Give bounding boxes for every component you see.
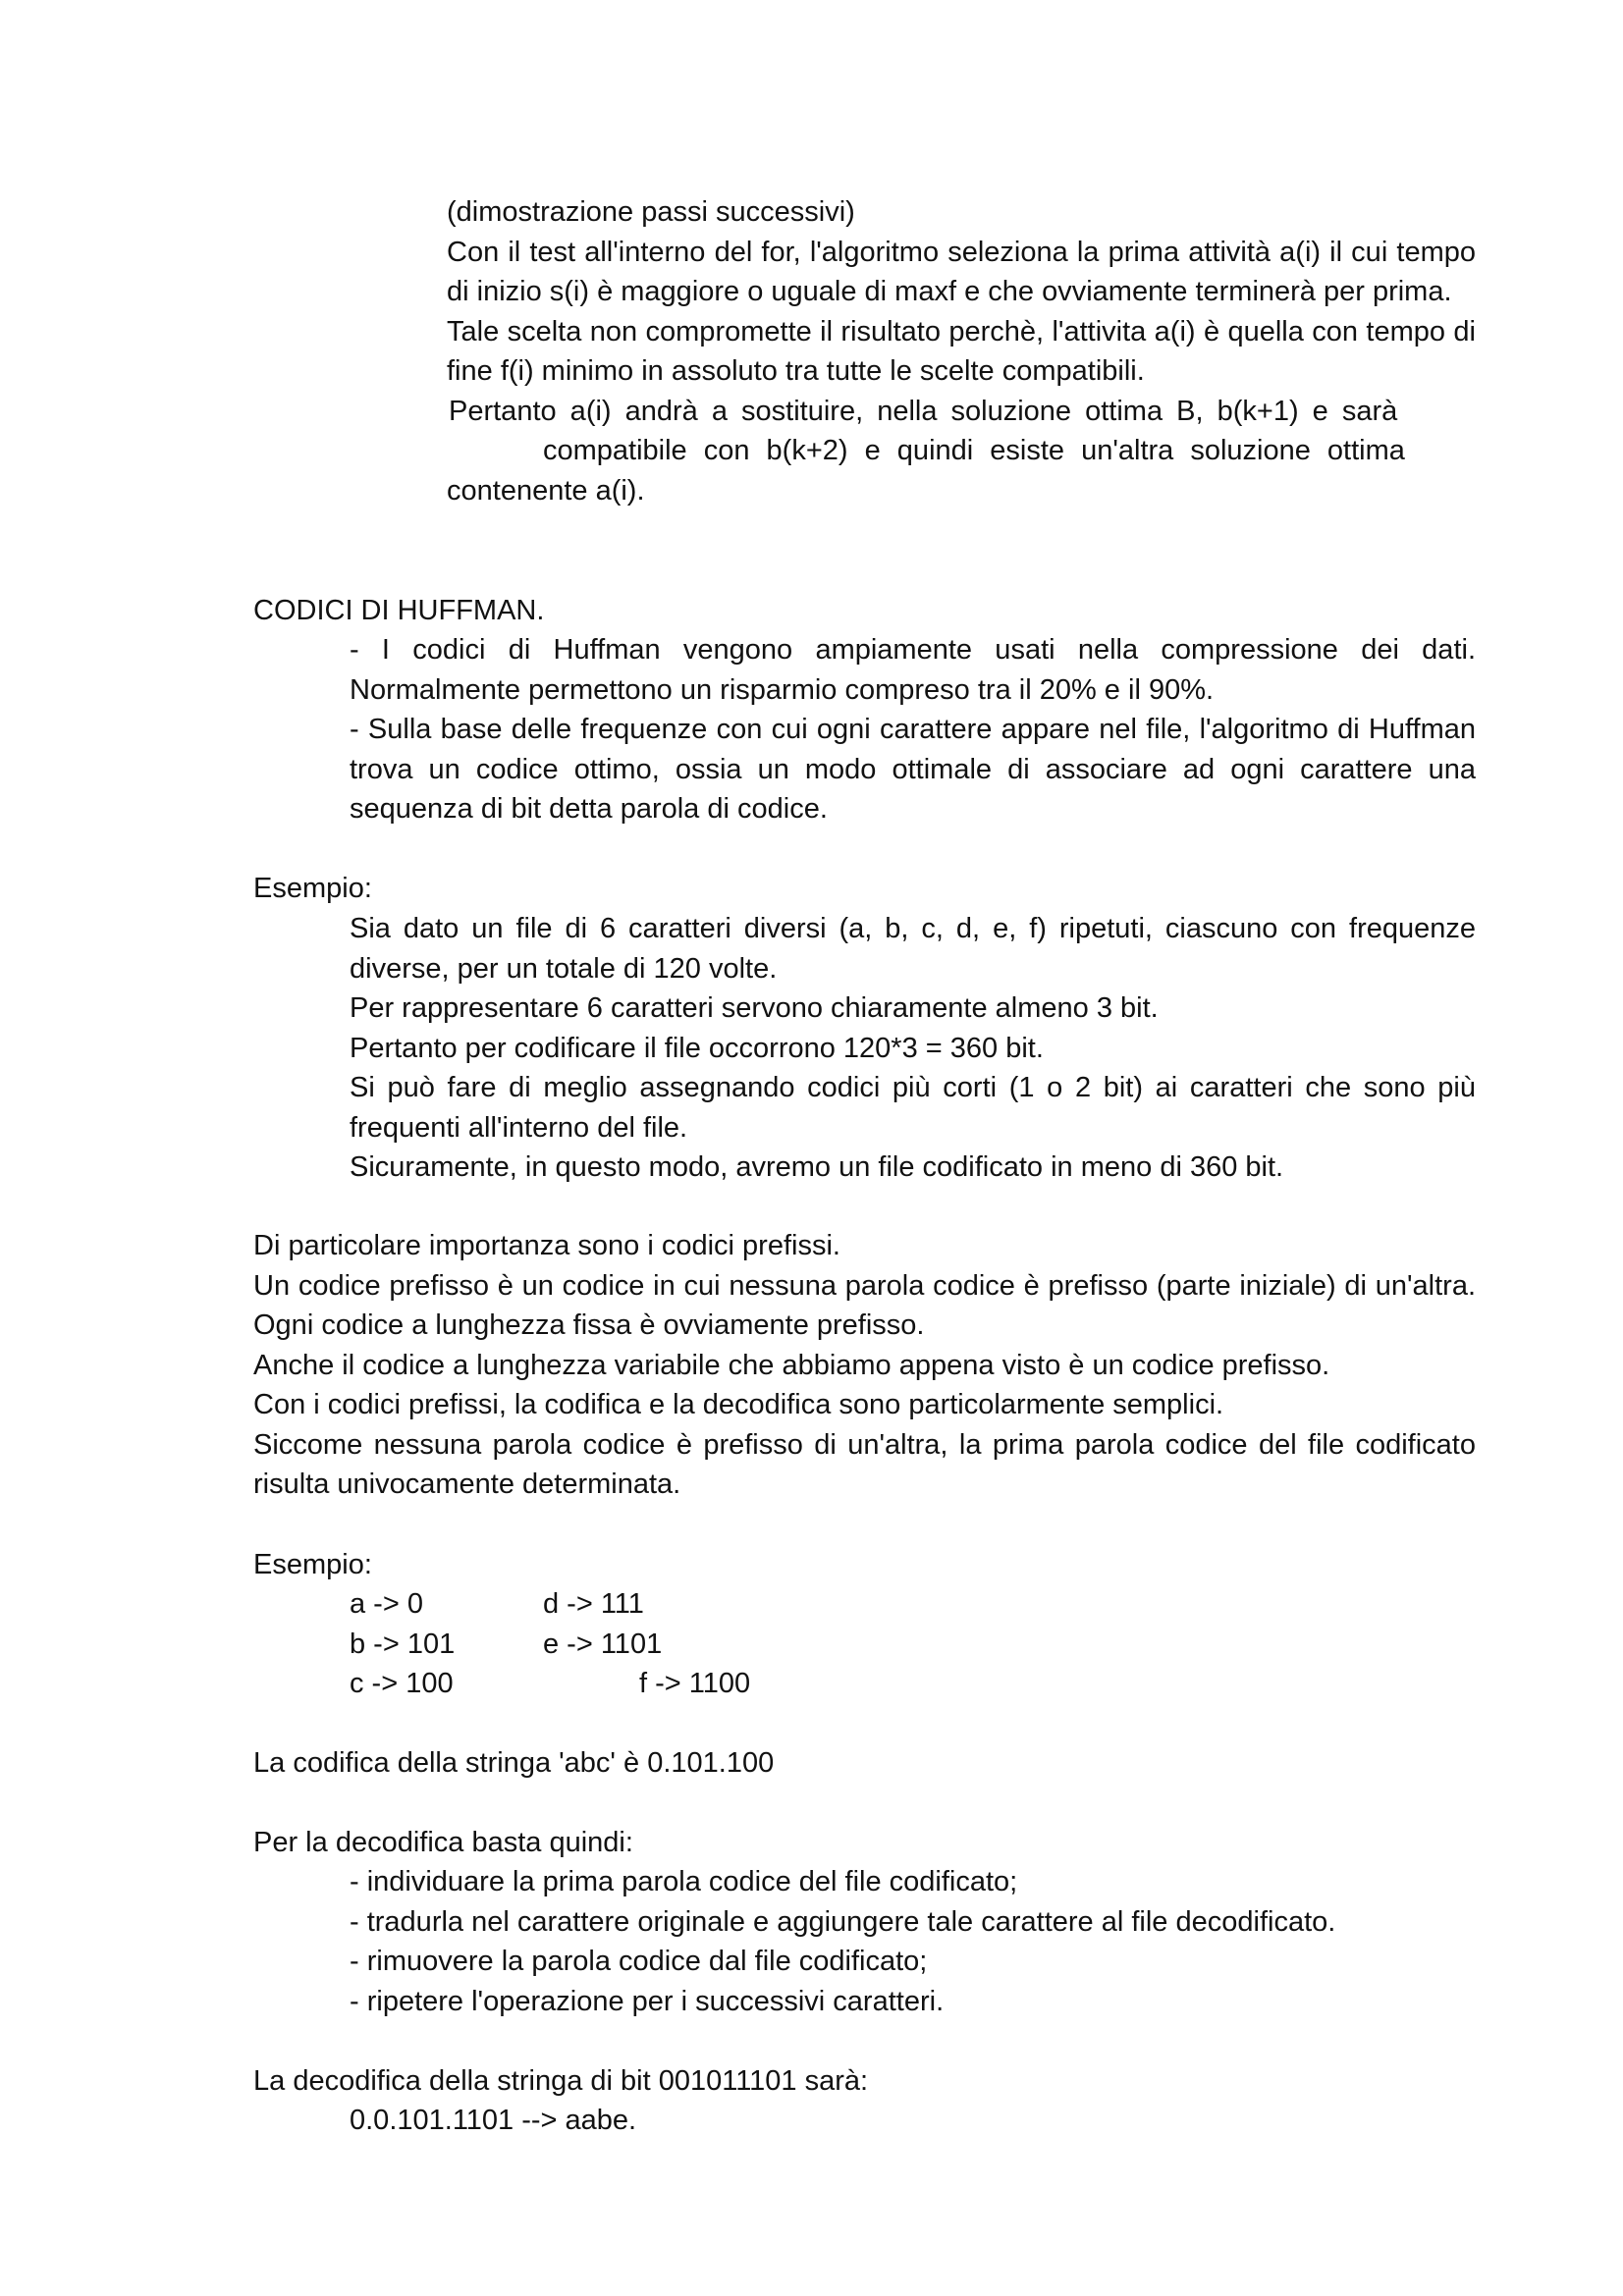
huffman-item-1: - I codici di Huffman vengono ampiamente usati nella compressione dei dati. Normalmente permettono un risparmio compreso tra il 20% e il 90%.	[350, 634, 1476, 706]
prefix-line-2: Un codice prefisso è un codice in cui nessuna parola codice è prefisso (parte iniziale) di un'altra. Ogni codice a lunghezza fissa è ovviamente prefisso.	[253, 1269, 1476, 1341]
example-1-line-5: Sicuramente, in questo modo, avremo un file codificato in meno di 360 bit.	[350, 1151, 1284, 1183]
code-entry-e: e -> 1101	[543, 1628, 663, 1660]
prefix-line-4: Con i codici prefissi, la codifica e la decodifica sono particolarmente semplici.	[253, 1389, 1224, 1420]
proof-title: (dimostrazione passi successivi)	[447, 196, 855, 228]
code-entry-d: d -> 111	[543, 1588, 644, 1620]
proof-section	[447, 192, 1476, 510]
example-1-title: Esempio:	[253, 873, 372, 904]
prefix-line-1: Di particolare importanza sono i codici prefissi.	[253, 1230, 840, 1261]
example-1-body	[350, 909, 1476, 1188]
example-1-line-2: Per rappresentare 6 caratteri servono chiaramente almeno 3 bit.	[350, 992, 1159, 1024]
decoding-step: - rimuovere la parola codice dal file codificato;	[350, 1946, 928, 1977]
prefix-line-5: Siccome nessuna parola codice è prefisso di un'altra, la prima parola codice del file codificato risulta univocamente determinata.	[253, 1428, 1476, 1500]
proof-conclusion-line-1: Pertanto a(i) andrà a sostituire, nella soluzione ottima B, b(k+1) e sarà	[449, 395, 1398, 427]
proof-conclusion-line-3: contenente a(i).	[447, 474, 645, 507]
code-entry-f: f -> 1100	[639, 1668, 751, 1699]
decoding-example-result: 0.0.101.1101 --> aabe.	[350, 2105, 637, 2136]
encoding-example: La codifica della stringa 'abc' è 0.101.100	[253, 1747, 775, 1779]
huffman-list	[350, 630, 1476, 829]
decoding-example-title: La decodifica della stringa di bit 001011101 sarà:	[253, 2065, 869, 2097]
proof-paragraph-conclusion	[447, 392, 1476, 511]
code-entry-b: b -> 101	[350, 1628, 456, 1660]
proof-paragraph-choice: Tale scelta non compromette il risultato perchè, l'attivita a(i) è quella con tempo di fine f(i) minimo in assoluto tra tutte le scelte compatibili.	[447, 315, 1476, 387]
proof-paragraph-test: Con il test all'interno del for, l'algoritmo seleziona la prima attività a(i) il cui tempo di inizio s(i) è maggiore o uguale di maxf e che ovviamente terminerà per prima.	[447, 236, 1476, 307]
code-entry-c: c -> 100	[350, 1668, 454, 1699]
huffman-heading: CODICI DI HUFFMAN.	[253, 595, 545, 626]
decoding-step: - ripetere l'operazione per i successivi caratteri.	[350, 1985, 945, 2017]
prefix-line-3: Anche il codice a lunghezza variabile che abbiamo appena visto è un codice prefisso.	[253, 1349, 1330, 1381]
example-1-line-1: Sia dato un file di 6 caratteri diversi (a, b, c, d, e, f) ripetuti, ciascuno con frequenze diverse, per un totale di 120 volte.	[350, 913, 1476, 985]
decoding-steps	[350, 1862, 1335, 2021]
example-2-title: Esempio:	[253, 1549, 372, 1580]
decoding-step: - tradurla nel carattere originale e aggiungere tale carattere al file decodificato.	[350, 1905, 1336, 1938]
huffman-item-2: - Sulla base delle frequenze con cui ogni carattere appare nel file, l'algoritmo di Huffman trova un codice ottimo, ossia un modo ottimale di associare ad ogni carattere una sequenza di bit detta parola di codice.	[350, 714, 1476, 825]
prefix-codes-section	[253, 1226, 1476, 1505]
example-1-line-4: Si può fare di meglio assegnando codici più corti (1 o 2 bit) ai caratteri che sono più frequenti all'interno del file.	[350, 1072, 1476, 1144]
proof-conclusion-line-2: compatibile con b(k+2) e quindi esiste un'altra soluzione ottima	[543, 435, 1405, 466]
code-entry-a: a -> 0	[350, 1588, 423, 1620]
example-1-line-3: Pertanto per codificare il file occorrono 120*3 = 360 bit.	[350, 1032, 1044, 1064]
decoding-step: - individuare la prima parola codice del file codificato;	[350, 1866, 1018, 1897]
decoding-title: Per la decodifica basta quindi:	[253, 1827, 633, 1858]
